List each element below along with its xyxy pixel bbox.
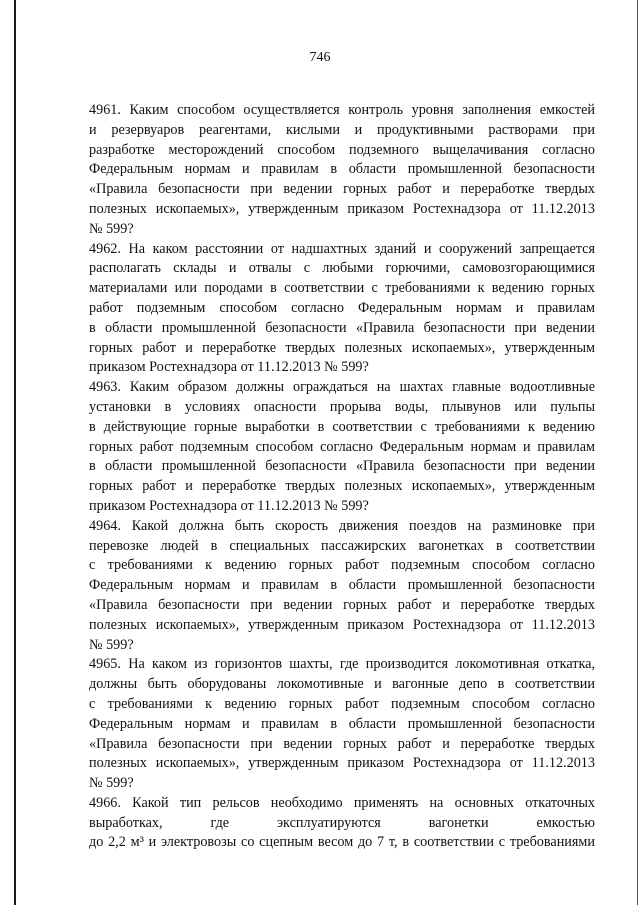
text-line: в области промышленной безопасности «Правила безопасности при ведении [89, 319, 595, 336]
text-line: «Правила безопасности при ведении горных работ и переработке твердых [89, 596, 595, 613]
text-line: № 599? [89, 636, 134, 653]
text-line: располагать склады и отвалы с любыми горючими, самовозгорающимися [89, 260, 595, 277]
document-body [89, 101, 595, 853]
question-4963 [89, 378, 595, 517]
text-line: полезных ископаемых», утвержденным приказом Ростехнадзора от 11.12.2013 [89, 755, 595, 772]
text-line: 4963. Каким образом должны ограждаться на шахтах главные водоотливные [89, 379, 595, 396]
text-line: полезных ископаемых», утвержденным приказом Ростехнадзора от 11.12.2013 [89, 616, 595, 633]
text-line: горных работ подземным способом согласно Федеральным нормам и правилам [89, 438, 595, 455]
text-line: Федеральным нормам и правилам в области промышленной безопасности [89, 715, 595, 732]
scan-left-border [14, 0, 16, 905]
text-line: «Правила безопасности при ведении горных работ и переработке твердых [89, 181, 595, 198]
text-line: до 2,2 м³ и электровозы со сцепным весом до 7 т, в соответствии с требованиями [89, 834, 595, 851]
text-line: и резервуаров реагентами, кислыми и продуктивными растворами при [89, 121, 595, 138]
text-line: с требованиями к ведению горных работ подземным способом согласно [89, 557, 595, 574]
text-line: в области промышленной безопасности «Правила безопасности при ведении [89, 458, 595, 475]
text-line: материалами или породами в соответствии с требованиями к ведению горных [89, 280, 595, 297]
text-line: 4964. Какой должна быть скорость движения поездов на разминовке при [89, 517, 595, 534]
text-line: выработках, где эксплуатируются вагонетки емкостью [89, 814, 595, 831]
text-line: 4965. На каком из горизонтов шахты, где производится локомотивная откатка, [89, 656, 595, 673]
text-line: с требованиями к ведению горных работ подземным способом согласно [89, 695, 595, 712]
question-4962 [89, 240, 595, 379]
text-line: приказом Ростехнадзора от 11.12.2013 № 599? [89, 359, 369, 376]
question-4961 [89, 101, 595, 240]
text-line: горных работ и переработке твердых полезных ископаемых», утвержденным [89, 478, 595, 495]
question-4964 [89, 517, 595, 656]
text-line: 4962. На каком расстоянии от надшахтных зданий и сооружений запрещается [89, 240, 595, 257]
text-line: в действующие горные выработки в соответствии с требованиями к ведению [89, 418, 595, 435]
text-line: Федеральным нормам и правилам в области промышленной безопасности [89, 577, 595, 594]
text-line: Федеральным нормам и правилам в области промышленной безопасности [89, 161, 595, 178]
question-4965 [89, 655, 595, 794]
text-line: должны быть оборудованы локомотивные и вагонные депо в соответствии [89, 676, 595, 693]
text-line: приказом Ростехнадзора от 11.12.2013 № 599? [89, 497, 369, 514]
text-line: № 599? [89, 775, 134, 792]
text-line: полезных ископаемых», утвержденным приказом Ростехнадзора от 11.12.2013 [89, 200, 595, 217]
text-line: перевозке людей в специальных пассажирских вагонетках в соответствии [89, 537, 595, 554]
text-line: установки в условиях опасности прорыва воды, плывунов или пульпы [89, 398, 595, 415]
text-line: 4961. Каким способом осуществляется контроль уровня заполнения емкостей [89, 102, 595, 118]
text-line: 4966. Какой тип рельсов необходимо применять на основных откаточных [89, 794, 595, 811]
page-number: 746 [309, 50, 331, 65]
scan-right-border [637, 0, 638, 905]
text-line: разработке месторождений способом подземного выщелачивания согласно [89, 141, 595, 158]
text-line: «Правила безопасности при ведении горных работ и переработке твердых [89, 735, 595, 752]
text-line: работ подземным способом согласно Федеральным нормам и правилам [89, 299, 595, 316]
text-line: горных работ и переработке твердых полезных ископаемых», утвержденным [89, 339, 595, 356]
text-line: № 599? [89, 220, 134, 237]
question-4966 [89, 794, 595, 853]
